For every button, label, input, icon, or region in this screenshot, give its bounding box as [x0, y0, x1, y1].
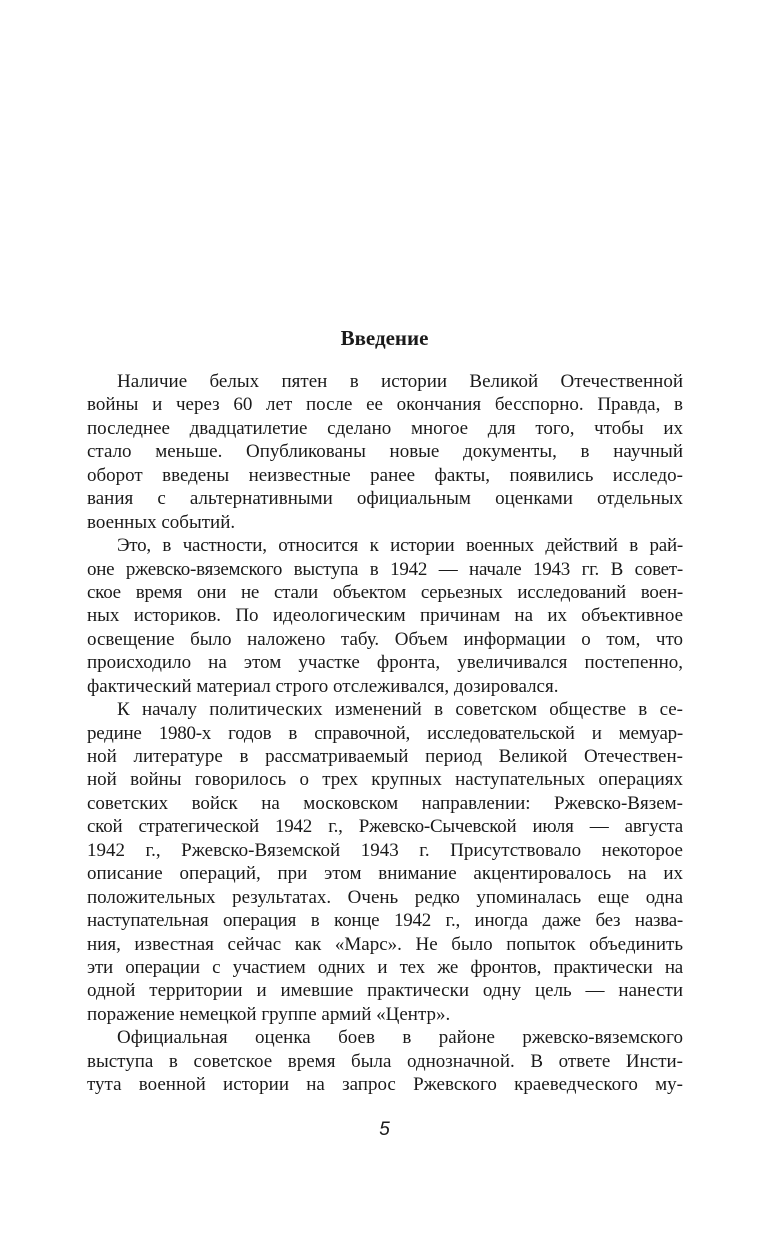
text-line: ных историков. По идеологическим причинам на их объективное [87, 605, 683, 627]
text-line: оборот введены неизвестные ранее факты, появились исследо- [87, 464, 683, 486]
text-line: освещение было наложено табу. Объем информации о том, что [87, 628, 683, 650]
text-line: происходило на этом участке фронта, увеличивался постепенно, [87, 652, 683, 674]
body-text [87, 370, 683, 1097]
text-line: войны и через 60 лет после ее окончания бесспорно. Правда, в [87, 394, 683, 416]
text-line: ния, известная сейчас как «Марс». Не было попыток объединить [87, 933, 683, 955]
chapter-heading: Введение [340, 326, 429, 350]
text-line: 1942 г., Ржевско-Вяземской 1943 г. Присутствовало некоторое [87, 839, 683, 861]
text-line: ной войны говорилось о трех крупных наступательных операциях [87, 769, 683, 791]
text-line: эти операции с участием одних и тех же фронтов, практически на [87, 956, 683, 978]
text-line: вания с альтернативными официальным оценками отдельных [87, 488, 683, 510]
text-line: наступательная операция в конце 1942 г., иногда даже без назва- [87, 910, 683, 932]
text-line: редине 1980-х годов в справочной, исследовательской и мемуар- [87, 722, 683, 744]
text-line: Это, в частности, относится к истории военных действий в рай- [117, 535, 683, 557]
text-line: тута военной истории на запрос Ржевского краеведческого му- [87, 1074, 683, 1096]
text-line: ской стратегической 1942 г., Ржевско-Сычевской июля — августа [87, 816, 683, 838]
text-line: положительных результатах. Очень редко упоминалась еще одна [87, 886, 683, 908]
text-line: поражение немецкой группе армий «Центр». [87, 1003, 451, 1025]
text-line: описание операций, при этом внимание акцентировалось на их [87, 863, 683, 885]
text-line: одной территории и имевшие практически одну цель — нанести [87, 980, 683, 1002]
text-line: Официальная оценка боев в районе ржевско-вяземского [117, 1027, 683, 1049]
page-number: 5 [379, 1119, 390, 1140]
text-line: последнее двадцатилетие сделано многое для того, чтобы их [87, 417, 683, 439]
text-line: фактический материал строго отслеживался, дозировался. [87, 675, 559, 697]
text-line: ной литературе в рассматриваемый период Великой Отечествен- [87, 746, 683, 767]
text-line: оне ржевско-вяземского выступа в 1942 — начале 1943 гг. В совет- [87, 558, 683, 580]
text-line: выступа в советское время была однозначной. В ответе Инсти- [87, 1050, 683, 1072]
text-line: Наличие белых пятен в истории Великой Отечественной [117, 371, 683, 392]
text-line: стало меньше. Опубликованы новые документы, в научный [87, 441, 683, 463]
text-line: военных событий. [87, 511, 236, 533]
text-line: К началу политических изменений в советском обществе в се- [117, 699, 683, 721]
text-line: ское время они не стали объектом серьезных исследований воен- [87, 581, 683, 603]
text-line: советских войск на московском направлении: Ржевско-Вязем- [87, 792, 683, 814]
